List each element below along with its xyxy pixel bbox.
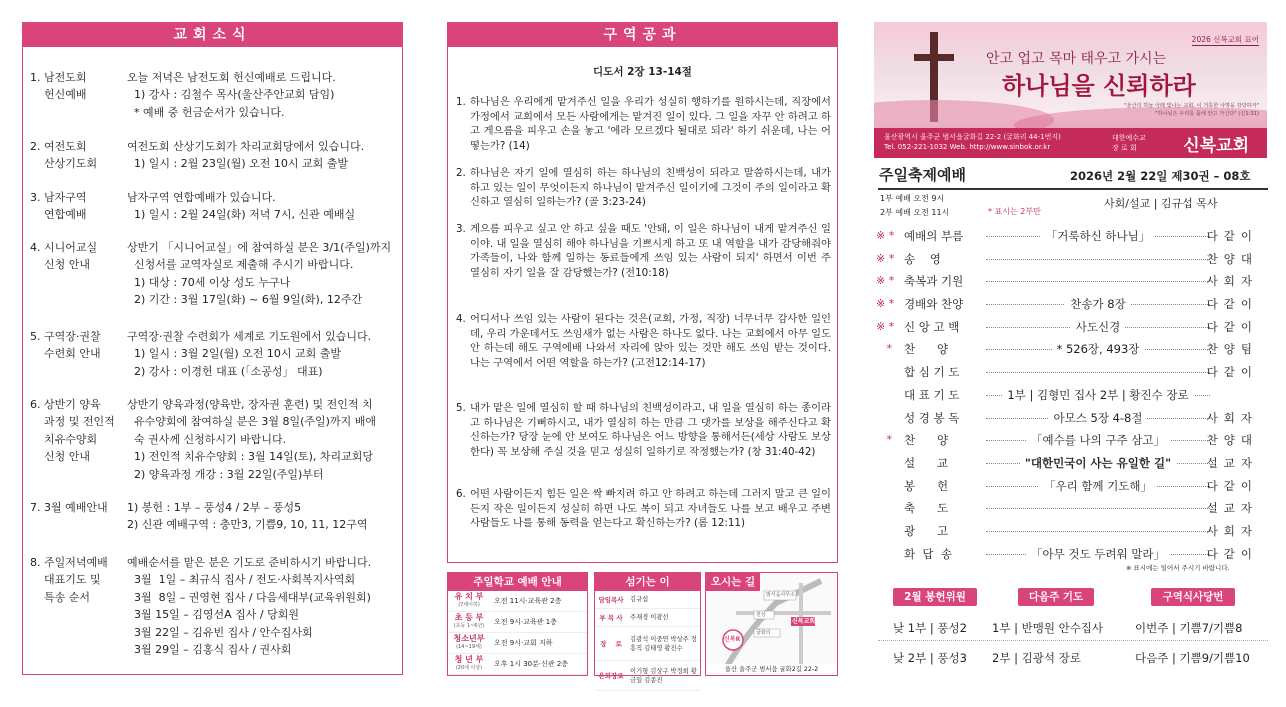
study-question xyxy=(456,487,831,531)
dept-age: (20세 이상) xyxy=(455,665,483,671)
order-of-worship xyxy=(876,225,1262,565)
order-item: 성 경 봉 독 xyxy=(904,410,960,425)
dept-age: (7세이하) xyxy=(458,602,480,608)
news-item-content xyxy=(127,554,399,658)
order-detail-text: * 526장, 493장 xyxy=(1052,342,1145,356)
news-label-line: 5. 구역장·권찰 xyxy=(30,330,101,343)
order-mark: ※ * xyxy=(876,251,895,265)
order-detail-text: 「거룩하신 하나님」 xyxy=(1041,229,1155,243)
denomination: 대한예수교 장 로 회 xyxy=(1112,134,1146,152)
motto-verse-1: "울산의 하늘 아래 빛나는 교회, 이 거룩한 사명을 감당하자" xyxy=(1124,103,1259,109)
order-detail xyxy=(986,452,1210,475)
order-detail xyxy=(986,407,1210,430)
map-label-4: 굴화리 xyxy=(756,630,771,636)
study-number: 5. xyxy=(456,402,466,414)
order-detail-text: 1부 | 김형민 집사 2부 | 황진수 장로 xyxy=(1002,388,1193,402)
study-text: 게으름 피우고 싶고 안 하고 싶을 때도 '안돼, 이 일은 하나님이 내게 맡겨주신 일이야. 내 일을 열심히 해야 하나님을 기쁘시게 하고 또 내 역할을 내가 감당해줘야 가족들이, 나와 함께 일하는 동료들에게 쓰임 있는 사람이 되지' 하면서 이번 주 열심히 자기 일을 잘 감당했는가? (전10:18) xyxy=(470,223,831,279)
church-contact: Tel. 052-221-1032 Web. http://www.sinbok.or.kr xyxy=(884,143,1051,151)
map-address: 울산 울주군 범서읍 굴화2길 22-2 xyxy=(706,664,837,673)
news-label-line: 수련회 안내 xyxy=(30,347,101,361)
news-label-line: 7. 3월 예배안내 xyxy=(30,501,108,514)
banner-footer xyxy=(874,128,1267,158)
news-label-line: 치유수양회 xyxy=(30,432,98,446)
dept-name: 청소년부 xyxy=(453,634,485,643)
order-detail-text: 「우리 함께 기도해」 xyxy=(1039,479,1157,493)
study-text: 어디서나 쓰임 있는 사람이 된다는 것은(교회, 가정, 직장) 너무너무 감사한 일인데, 우리 가운데서도 쓰임새가 없는 사람은 하나도 없다. 나는 교회에서 아무 일도 안 하는데 해도 구역에배 나와서 자리에 앉아 있는 것만 해도 쓰임 받는 것이다. 나는 구역에서 어떤 역할을 하는가? (고전12:14-17) xyxy=(470,313,831,369)
news-label-line: 헌신예배 xyxy=(30,88,87,102)
order-row xyxy=(876,452,1262,475)
news-item-label xyxy=(30,239,130,274)
order-leader: 다같이 xyxy=(1206,229,1258,243)
order-detail xyxy=(986,429,1210,452)
news-content-line: 오늘 저녁은 남전도회 헌신예배로 드립니다. xyxy=(127,71,336,84)
news-item-label xyxy=(30,138,130,173)
order-row xyxy=(876,338,1262,361)
map-header: 오시는 길 xyxy=(706,573,760,591)
news-content-line: 1) 강사 : 김철수 목사(울산주안교회 담임) xyxy=(127,88,335,102)
servers-role: 부 목 사 xyxy=(599,614,623,622)
order-row xyxy=(876,475,1262,498)
motto-line2: 하나님을 신뢰하라 xyxy=(1002,71,1196,100)
order-detail xyxy=(986,384,1210,407)
study-number: 6. xyxy=(456,488,466,500)
news-label-line: 특송 순서 xyxy=(30,590,90,604)
order-item: 축복과 기원 xyxy=(904,274,964,289)
sunday-school-dept xyxy=(448,614,490,630)
service-time-1: 1부 예배 오전 9시 xyxy=(880,194,945,203)
order-item: 설 교 xyxy=(904,455,949,470)
motto-verse-2: "하나님은 우리를 품에 안고 가신다" (신1:31) xyxy=(1155,111,1259,117)
news-item-content xyxy=(127,239,399,309)
motto-verse xyxy=(1009,102,1259,118)
order-detail-text: 아모스 5장 4-8절 xyxy=(1049,411,1148,425)
news-content-line: 2) 양육과정 개강 : 3월 22일(주일)부터 xyxy=(127,467,324,481)
offering-header: 2월 봉헌위원 xyxy=(893,588,977,606)
rotation-divider xyxy=(878,640,1268,641)
servers-role: 담임목사 xyxy=(598,596,624,604)
sunday-school-time: 오후 1시 30분·신관 2층 xyxy=(494,660,569,668)
news-item-label xyxy=(30,328,130,363)
news-item-label xyxy=(30,499,130,516)
news-content-line: 2) 기간 : 3월 17일(화) ~ 6월 9일(화), 12주간 xyxy=(127,293,363,307)
news-content-line: 예배순서를 맡은 분은 기도로 준비하시기 바랍니다. xyxy=(127,556,372,569)
news-content-line: 남자구역 연합예배가 있습니다. xyxy=(127,191,276,204)
news-label-line: 산상기도회 xyxy=(30,157,98,171)
news-label-line: 4. 시니어교실 xyxy=(30,241,98,254)
news-content-line: 3월 15일 – 김영선A 집사 / 당회원 xyxy=(127,608,299,622)
news-content-line: 3월 1일 – 최규식 집사 / 전도·사회복지사역회 xyxy=(127,573,356,587)
news-item-label xyxy=(30,69,130,104)
order-row xyxy=(876,293,1262,316)
news-content-line: 3월 22일 – 김유빈 집사 / 안수집사회 xyxy=(127,625,313,639)
order-item: 봉 헌 xyxy=(904,478,949,493)
order-leader: 찬양팀 xyxy=(1206,342,1258,357)
service-date: 2026년 2월 22일 제30권 – 08호 xyxy=(1070,169,1251,183)
servers-names: 이기형 김상구 박정희 황금일 김종진 xyxy=(630,667,697,684)
order-row xyxy=(876,497,1262,520)
sunday-school-dept xyxy=(448,593,490,609)
servers-names: 김광석 이중연 박상주 정흥직 김태영 황진수 xyxy=(630,635,697,652)
prayer-2: 2부 | 김광석 장로 xyxy=(992,651,1081,665)
order-dots xyxy=(986,508,1210,509)
title-rule xyxy=(878,188,1268,190)
news-label-line: 1. 남전도회 xyxy=(30,71,87,84)
order-detail xyxy=(986,225,1210,248)
dept-age: (14~19세) xyxy=(456,644,482,650)
study-question xyxy=(456,95,831,153)
news-content-line: 구역장·권찰 수련회가 세계로 기도원에서 있습니다. xyxy=(127,330,372,343)
news-content-line: 1) 대상 : 70세 이상 성도 누구나 xyxy=(127,275,291,289)
order-leader: 다같이 xyxy=(1206,478,1258,493)
sunday-school-row xyxy=(448,633,587,654)
news-header: 교회소식 xyxy=(23,23,402,47)
news-content-line: 신청서를 교역자실로 제출해 주시기 바랍니다. xyxy=(127,258,354,272)
order-dots xyxy=(986,531,1210,532)
servers-names: 김규섭 xyxy=(630,596,649,603)
news-content-line: 1) 일시 : 2월 24일(화) 저녁 7시, 신관 예배실 xyxy=(127,208,356,222)
prayer-1: 1부 | 반맹원 안수집사 xyxy=(992,621,1104,635)
motto-series: 2026 신복교회 표어 xyxy=(1191,35,1259,44)
service-time-2: 2부 예배 오전 11시 xyxy=(880,208,950,217)
sunday-school-row xyxy=(448,591,587,612)
study-text: 어떤 사람이든지 힘든 일은 싹 빠지려 하고 안 하려고 하는데 그러지 말고 큰 일이든지 작은 일이든지 성실히 하면 나도 복이 되고 자녀들도 나를 보고 배우고 주변 사람들도 나를 통해 동력을 얻는다고 확신하는가? (롬 12:11) xyxy=(470,488,831,529)
order-leader: 사회자 xyxy=(1206,410,1258,425)
sunday-school-time: 오전 9시·교회 지하 xyxy=(494,639,553,647)
order-item: 광 고 xyxy=(904,523,949,538)
meal-2: 다음주 | 기쁨9/기쁨10 xyxy=(1135,651,1250,665)
church-name: 신복교회 xyxy=(1183,136,1249,156)
sunday-school-dept xyxy=(448,656,490,672)
sunday-school-time: 오전 11시·교육관 2층 xyxy=(494,597,562,605)
order-leader: 찬양대 xyxy=(1206,433,1258,448)
motto-line1: 안고 업고 목마 태우고 가시는 xyxy=(986,51,1167,67)
news-content-line: 상반기 양육과정(양육반, 장자권 훈련) 및 전인적 치 xyxy=(127,398,373,411)
order-mark: * xyxy=(876,342,892,356)
order-item: 찬 양 xyxy=(904,342,949,357)
sunday-school-row xyxy=(448,654,587,675)
prayer-header: 다음주 기도 xyxy=(1018,588,1094,606)
order-item: 송 영 xyxy=(904,251,941,266)
news-content-line: 3월 8일 – 권영현 집사 / 다음세대부(교육위원회) xyxy=(127,590,371,604)
map-label-2: 범서읍사무소 xyxy=(766,592,795,598)
news-content-line: 2) 신관 예배구역 : 충만3, 기쁨9, 10, 11, 12구역 xyxy=(127,518,368,532)
sunday-school-time: 오전 9시·교육관 1층 xyxy=(494,618,557,626)
news-item-content xyxy=(127,189,399,224)
order-mark: ※ * xyxy=(876,274,895,288)
study-number: 4. xyxy=(456,313,466,325)
map-church-label: 신복교회 xyxy=(792,618,816,625)
servers-row xyxy=(595,609,700,627)
sunday-school-row xyxy=(448,612,587,633)
study-number: 1. xyxy=(456,96,466,108)
standing-footnote: ※ 표시에는 일어서 주시기 바랍니다. xyxy=(1126,564,1230,572)
news-item-content xyxy=(127,328,399,380)
news-content-line: 1) 봉헌 : 1부 – 풍성4 / 2부 – 풍성5 xyxy=(127,501,302,514)
study-verse: 디도서 2장 13-14절 xyxy=(593,66,692,78)
preacher: 사회/설교 | 김규섭 목사 xyxy=(1104,197,1218,210)
servers-names: 주재경 이광선 xyxy=(630,614,669,621)
news-label-line: 신청 안내 xyxy=(30,258,90,272)
news-label-line: 8. 주일저녁예배 xyxy=(30,556,108,569)
order-row xyxy=(876,384,1262,407)
order-mark: ※ * xyxy=(876,319,895,333)
service-note: * 표시는 2부만 xyxy=(988,207,1041,216)
study-number: 3. xyxy=(456,223,466,235)
study-panel xyxy=(447,22,838,563)
order-detail-text: 사도신경 xyxy=(1071,320,1125,334)
order-item: 대 표 기 도 xyxy=(904,387,960,402)
motto-banner xyxy=(874,22,1267,158)
servers-role: 장 로 xyxy=(600,640,622,648)
order-leader: 찬양대 xyxy=(1206,251,1258,266)
order-detail xyxy=(986,338,1210,361)
dept-name: 유 치 부 xyxy=(454,592,484,601)
study-question xyxy=(456,222,831,280)
sunday-school-box xyxy=(447,572,588,676)
meal-1: 이번주 | 기쁨7/기쁨8 xyxy=(1135,621,1243,635)
sunday-school-rows xyxy=(448,591,587,675)
study-question xyxy=(456,166,831,210)
order-item: 경배와 찬양 xyxy=(904,297,964,312)
news-item-content xyxy=(127,396,399,483)
study-number: 2. xyxy=(456,167,466,179)
order-row xyxy=(876,361,1262,384)
news-item-label xyxy=(30,554,130,606)
order-row xyxy=(876,429,1262,452)
service-times xyxy=(880,192,949,220)
news-label-line: 과정 및 전인적 xyxy=(30,415,115,429)
order-item: 찬 양 xyxy=(904,433,949,448)
study-text: 하나님은 우리에게 맡겨주신 일을 우리가 성실히 행하기를 원하시는데, 직장에서 가정에서 교회에서 모든 사람에게는 맡겨진 일이 있다. 그 일을 자꾸 안 하려고 하고 게으름을 피우고 손을 놓고 '에라 모르겠다 될대로 되라' 하기 쉬운데, 나는 어떻는가? (14) xyxy=(470,96,831,152)
order-row xyxy=(876,270,1262,293)
order-leader: 다같이 xyxy=(1206,297,1258,312)
order-row xyxy=(876,543,1262,566)
study-text: 내가 맡은 일에 열심히 할 때 하나님의 친백성이라고, 내 일을 열심히 하는 종이라고 하나님은 기뻐하시고, 내가 열심히 하는 만큼 그 댓가를 보상을 해주신다고 확신하는가? 당장 눈에 안 보여도 하나님은 어느 방향을 통해서든(세상 사람도 보상한다) 꼭 보상해 주실 것을 믿고 성실히 일하기로 작정했는가? (창 31:40-42) xyxy=(470,402,831,458)
order-leader: 설교자 xyxy=(1206,501,1258,516)
order-detail xyxy=(986,475,1210,498)
dept-name: 청 년 부 xyxy=(454,655,484,664)
order-leader: 설교자 xyxy=(1206,455,1258,470)
news-item-content xyxy=(127,69,399,121)
map-box xyxy=(705,572,838,676)
church-address: 울산광역시 울주군 범서읍굴화길 22-2 (굴화리 44-1번지) xyxy=(884,133,1061,141)
order-row xyxy=(876,225,1262,248)
servers-row xyxy=(595,591,700,609)
order-item: 축 도 xyxy=(904,501,949,516)
news-content-line: 여전도회 산상기도회가 차리교회당에서 있습니다. xyxy=(127,140,365,153)
study-header: 구역공과 xyxy=(448,23,837,47)
order-item: 신 앙 고 백 xyxy=(904,319,960,334)
news-content-line: 1) 일시 : 3월 2일(월) 오전 10시 교회 출발 xyxy=(127,347,342,361)
news-content-line: 3월 29일 – 김홍식 집사 / 권사회 xyxy=(127,643,292,657)
servers-row xyxy=(595,661,700,691)
news-content-line: 상반기 「시니어교실」에 참여하실 분은 3/1(주일)까지 xyxy=(127,241,392,254)
order-mark: * xyxy=(876,433,892,447)
servers-box xyxy=(594,572,701,684)
order-detail-text: 찬송가 8장 xyxy=(1065,297,1130,311)
servers-rows xyxy=(595,591,700,691)
news-label-line: 6. 상반기 양육 xyxy=(30,398,101,411)
dept-age: (초등 1~6년) xyxy=(453,623,485,629)
map-label-3: 신복R xyxy=(724,636,741,643)
sunday-school-dept xyxy=(448,635,490,651)
study-text: 하나님은 자기 일에 열심히 하는 하나님의 친백성이 되라고 말씀하시는데, 내가 하고 있는 일이 무엇이든지 하나님이 맡겨주신 일이기에 그것이 주의 일이라고 확신하고 열심히 일하는가? (골 3:23-24) xyxy=(470,167,831,208)
order-row xyxy=(876,520,1262,543)
offering-1: 낮 1부 | 풍성2 xyxy=(893,621,967,635)
news-content-line: 숙 권사께 신청하시기 바랍니다. xyxy=(127,432,287,446)
offering-2: 낮 2부 | 풍성3 xyxy=(893,651,967,665)
news-item-content xyxy=(127,499,399,534)
news-content-line: 1) 일시 : 2월 23일(월) 오전 10시 교회 출발 xyxy=(127,157,349,171)
news-label-line: 신청 안내 xyxy=(30,450,90,464)
servers-row xyxy=(595,627,700,661)
order-dots xyxy=(986,372,1210,373)
order-leader: 다같이 xyxy=(1206,319,1258,334)
news-label-line: 2. 여전도회 xyxy=(30,140,87,153)
order-row xyxy=(876,316,1262,339)
order-detail xyxy=(986,543,1210,566)
order-detail xyxy=(986,293,1210,316)
order-dots xyxy=(986,281,1210,282)
order-item: 합 심 기 도 xyxy=(904,365,960,380)
order-leader: 다같이 xyxy=(1206,365,1258,380)
servers-header: 섬기는 이 xyxy=(595,573,700,591)
order-leader: 다같이 xyxy=(1206,546,1258,561)
news-item-content xyxy=(127,138,399,173)
news-label-line: 3. 남자구역 xyxy=(30,191,87,204)
order-item: 예배의 부름 xyxy=(904,229,964,243)
order-mark: ※ * xyxy=(876,229,895,242)
meal-header: 구역식사당번 xyxy=(1151,588,1235,606)
news-label-line: 연합예배 xyxy=(30,208,87,222)
news-content-line: 1) 전인적 치유수양회 : 3월 14일(토), 차리교회당 xyxy=(127,450,374,464)
order-item: 화 답 송 xyxy=(904,546,952,561)
order-dots xyxy=(986,259,1210,260)
order-detail-text: "대한민국이 사는 유일한 길" xyxy=(1020,456,1176,470)
news-panel xyxy=(22,22,403,675)
order-leader: 사회자 xyxy=(1206,523,1258,538)
order-row xyxy=(876,248,1262,271)
news-content-line: 2) 강사 : 이경헌 대표 (「소공성」 대표) xyxy=(127,364,323,378)
map-label-1: 천상 xyxy=(756,612,766,618)
order-leader: 사회자 xyxy=(1206,274,1258,289)
order-detail xyxy=(986,316,1210,339)
order-detail-text: 「아무 것도 두려워 말라」 xyxy=(1026,547,1170,561)
order-detail-text: 「예수를 나의 구주 삼고」 xyxy=(1026,433,1170,447)
order-mark: ※ * xyxy=(876,297,895,311)
study-question xyxy=(456,312,831,370)
news-item-label xyxy=(30,189,130,224)
servers-role: 은퇴장로 xyxy=(598,672,624,680)
sunday-school-header: 주일학교 예배 안내 xyxy=(448,573,587,591)
news-content-line: * 예배 중 헌금순서가 있습니다. xyxy=(127,105,285,119)
study-question xyxy=(456,401,831,459)
news-content-line: 유수양회에 참여하실 분은 3월 8일(주일)까지 배애 xyxy=(127,415,376,429)
order-row xyxy=(876,407,1262,430)
news-label-line: 대표기도 및 xyxy=(30,573,101,587)
service-title: 주일축제예배 xyxy=(879,166,966,184)
dept-name: 초 등 부 xyxy=(454,613,484,622)
news-item-label xyxy=(30,396,130,466)
